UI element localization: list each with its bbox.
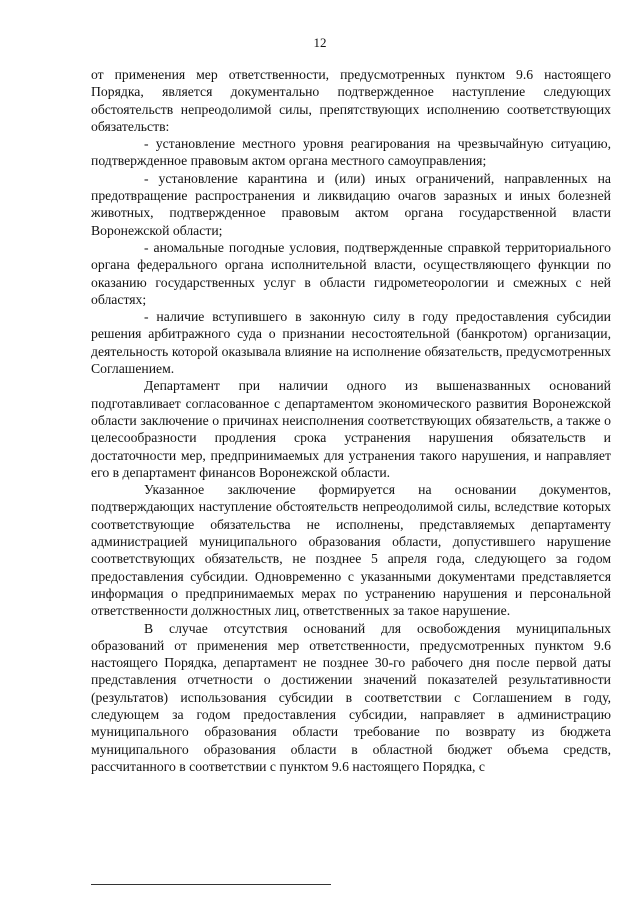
list-item-emergency-level: - установление местного уровня реагирования на чрезвычайную ситуацию, подтвержденное правовым актом органа местного самоуправления; (91, 136, 611, 169)
page-number: 12 (313, 35, 327, 50)
paragraph-force-majeure-intro: от применения мер ответственности, предусмотренных пунктом 9.6 настоящего Порядка, является документально подтвержденное наступление следующих обстоятельств непреодолимой силы, препятствующих исполнению соответствующих обязательств: (91, 67, 611, 134)
paragraph-department-conclusion: Департамент при наличии одного из вышеназванных оснований подготавливает согласованное с департаментом экономического развития Воронежской области заключение о причинах неисполнения соответствующих обязательств, а также о целесообразности продления срока устранения нарушения обязательств и достаточности мер, предпринимаемых для устранения такого нарушения, и направляет его в департамент финансов Воронежской области. (91, 378, 611, 480)
list-item-bankruptcy-decision: - наличие вступившего в законную силу в году предоставления субсидии решения арбитражного суда о признании несостоятельной (банкротом) организации, деятельность которой оказывала влияние на исполнение обязательств, предусмотренных Соглашением. (91, 309, 611, 377)
footer-divider (91, 884, 331, 885)
paragraph-conclusion-basis: Указанное заключение формируется на основании документов, подтверждающих наступление обстоятельств непреодолимой силы, вследствие которых соответствующие обязательства не исполнены, представляемых департаменту администрацией муниципального образования области, допустившего нарушение соответствующих обязательств, не позднее 5 апреля года, следующего за годом предоставления субсидии. Одновременно с указанными документами представляется информация о предпринимаемых мерах по устранению нарушения и персональной ответственности должностных лиц, ответственных за такое нарушение. (91, 482, 611, 619)
document-body (91, 66, 611, 775)
list-item-weather-conditions: - аномальные погодные условия, подтвержденные справкой территориального органа федерального органа исполнительной власти, осуществляющего функции по оказанию государственных услуг в области гидрометеорологии и смежных с ней областях; (91, 239, 611, 307)
list-item-quarantine: - установление карантина и (или) иных ограничений, направленных на предотвращение распространения и ликвидацию очагов заразных и иных болезней животных, подтвержденное правовым актом органа государственной власти Воронежской области; (91, 170, 611, 238)
paragraph-refund-requirement: В случае отсутствия оснований для освобождения муниципальных образований от применения мер ответственности, предусмотренных пунктом 9.6 настоящего Порядка, департамент не позднее 30-го рабочего дня после первой даты представления отчетности о достижении значений показателей результативности (результатов) использования субсидии в соответствии с Соглашением в году, следующем за годом предоставления субсидии, направляет в администрацию муниципального образования области требование по возврату из бюджета муниципального образования области в областной бюджет объема средств, рассчитанного в соответствии с пунктом 9.6 настоящего Порядка, с (91, 620, 611, 774)
